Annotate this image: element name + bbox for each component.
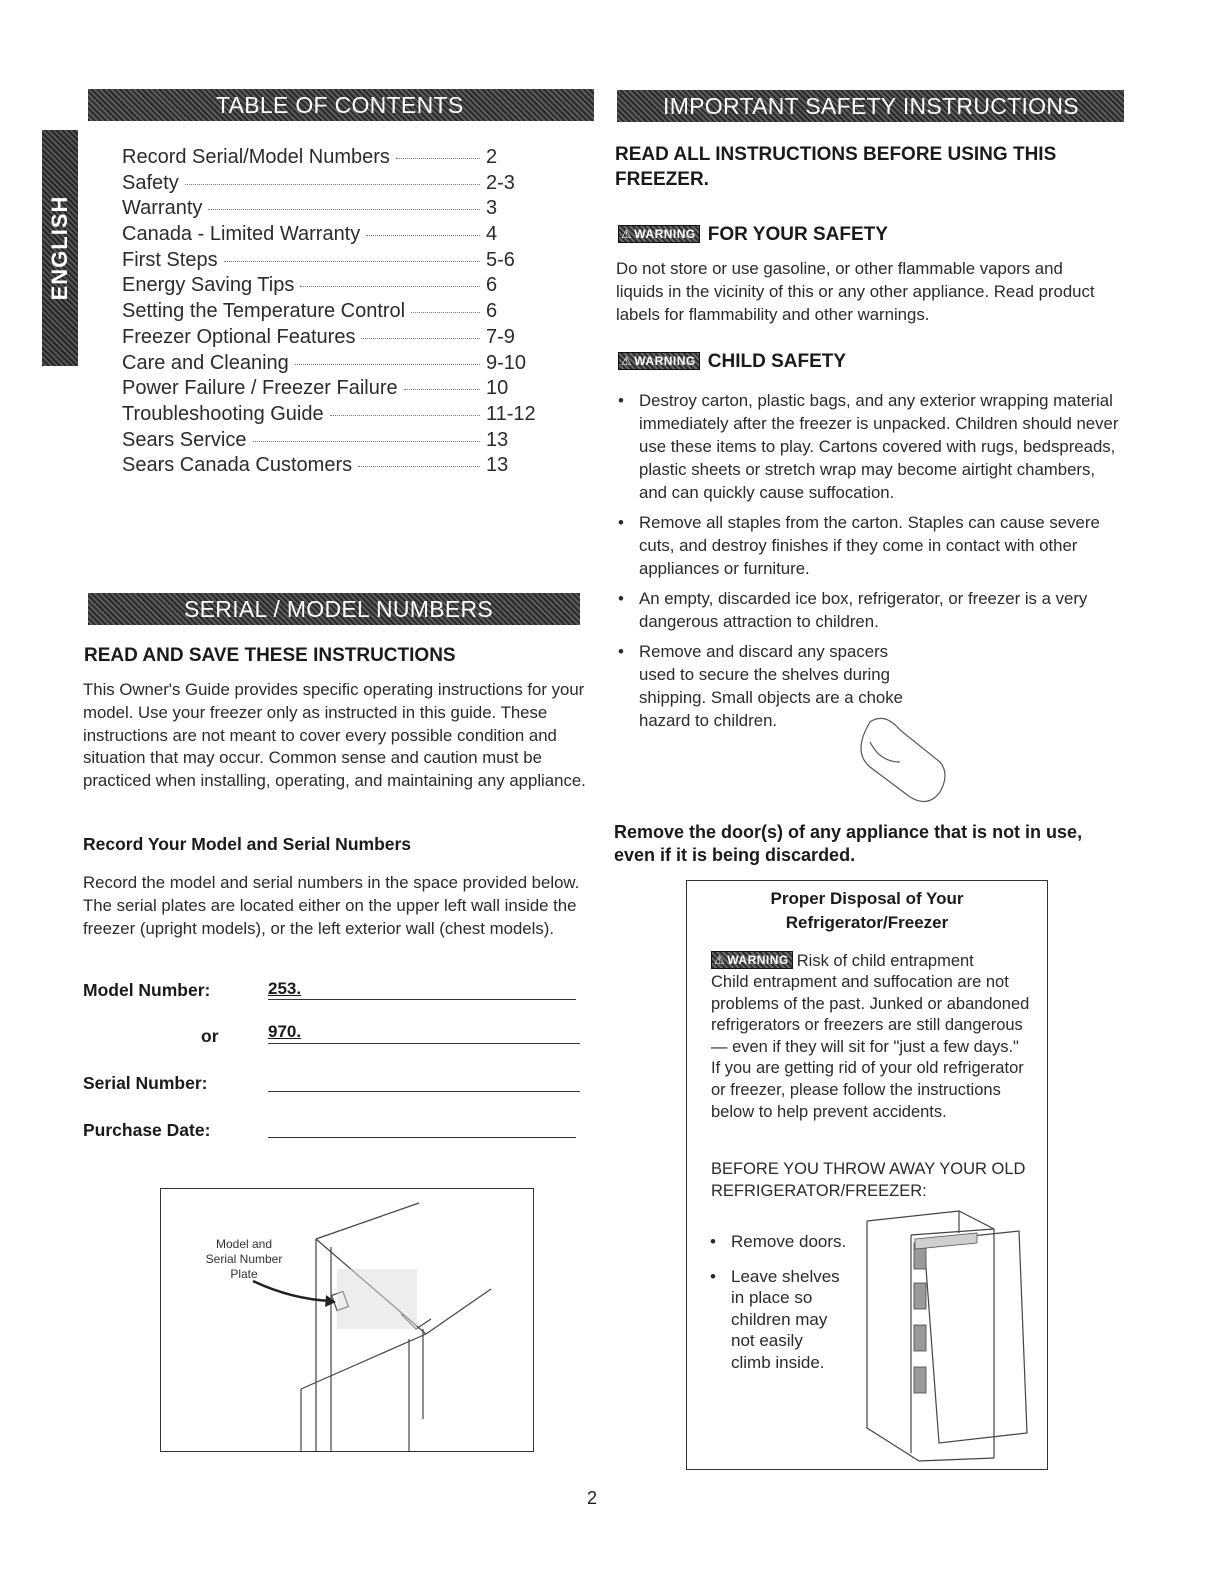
toc-entry (122, 172, 522, 198)
toc-entry (122, 402, 536, 429)
toc-entry (122, 274, 522, 300)
language-tab (42, 130, 78, 366)
list-item: • Leave shelves in place so children may not easily climb inside. (707, 1266, 847, 1374)
toc-banner-title: TABLE OF CONTENTS (216, 92, 464, 118)
toc-entry-label: Setting the Temperature Control (122, 300, 406, 323)
model-number-label: Model Number: (83, 980, 211, 1000)
toc-entry (122, 223, 522, 249)
serial-number-line[interactable] (268, 1091, 580, 1092)
toc-banner (88, 89, 594, 121)
model-number-line-1[interactable] (268, 999, 576, 1000)
toc-leader-dots (366, 235, 480, 236)
toc-entry (122, 197, 522, 223)
remove-doors-warning: Remove the door(s) of any appliance that is not in use, even if it is being discarded. (614, 822, 1083, 865)
toc-entry-label: Record Serial/Model Numbers (122, 146, 390, 168)
model-number-line-2[interactable] (268, 1043, 580, 1044)
toc-leader-dots (396, 158, 480, 159)
toc-leader-dots (361, 338, 480, 339)
toc-entry (122, 454, 522, 480)
toc-entry-label: Freezer Optional Features (122, 325, 356, 348)
toc-entry-label: Safety (122, 171, 179, 194)
toc-entry-page: 2-3 (486, 171, 515, 194)
toc-leader-dots (253, 441, 481, 442)
record-text: Record the model and serial numbers in the space provided below. The serial plates are located either on the upper left wall inside the freezer (upright models), or the left exterior wall (chest models). (83, 873, 580, 938)
child-safety-heading (618, 351, 846, 373)
model-number-value-1: 253. (268, 979, 302, 998)
child-safety-list (615, 389, 1120, 739)
toc-entry-label: First Steps (122, 248, 218, 271)
model-number-value-2: 970. (268, 1022, 302, 1041)
toc-entry-page: 11-12 (486, 402, 536, 425)
for-your-safety-heading (618, 224, 888, 246)
disposal-box (686, 880, 1048, 1470)
toc-entry (122, 326, 522, 352)
purchase-date-line[interactable] (268, 1137, 576, 1138)
warning-badge-2: ⚠ WARNING (618, 352, 700, 370)
read-all-heading: READ ALL INSTRUCTIONS BEFORE USING THIS FREEZER. (615, 144, 1057, 190)
toc-entry-page: 10 (486, 377, 509, 400)
toc-entry-page: 9-10 (486, 351, 527, 374)
toc-entry-page: 13 (486, 454, 509, 477)
freezer-no-door-illustration (859, 1203, 1029, 1463)
toc-entry-label: Warranty (122, 197, 203, 220)
serial-banner-title: SERIAL / MODEL NUMBERS (184, 596, 494, 622)
toc-entry-label: Canada - Limited Warranty (122, 223, 361, 246)
toc-leader-dots (404, 389, 480, 390)
owners-guide-intro: This Owner's Guide provides specific operating instructions for your model. Use your freezer only as instructed in this guide. These instructions are not meant to cover every possible condition and situation that may occur. Common sense and caution must be practiced when installing, operating, and maintaining any appliance. (83, 680, 586, 791)
toc-entry (122, 429, 522, 455)
serial-plate-figure (160, 1188, 534, 1452)
toc-entry-label: Energy Saving Tips (122, 274, 295, 297)
toc-entry-page: 6 (486, 300, 498, 323)
disposal-text: Child entrapment and suffocation are not problems of the past. Junked or abandoned refrigerators or freezers are still dangerous — even if they will sit for "just a few days." If you are getting rid of your old refrigerator or freezer, please follow the instructions below to help prevent accidents. (711, 973, 1030, 1121)
list-item: • Remove all staples from the carton. Staples can cause severe cuts, and destroy finishes if they come in contact with other appliances or furniture. (615, 511, 1120, 580)
toc-leader-dots (411, 312, 480, 313)
record-heading: Record Your Model and Serial Numbers (83, 834, 412, 854)
toc-leader-dots (300, 286, 480, 287)
risk-label: Risk of child entrapment (796, 952, 974, 970)
table-of-contents (122, 146, 536, 480)
toc-entry-page: 7-9 (486, 325, 515, 348)
toc-leader-dots (185, 184, 480, 185)
page-number: 2 (587, 1488, 598, 1508)
serial-banner (88, 593, 580, 625)
toc-entry-label: Sears Service (122, 428, 247, 451)
toc-entry-label: Power Failure / Freezer Failure (122, 377, 398, 400)
toc-entry (122, 300, 522, 326)
disposal-title: Proper Disposal of Your Refrigerator/Freezer (770, 889, 964, 932)
read-save-heading: READ AND SAVE THESE INSTRUCTIONS (84, 645, 456, 666)
list-item: • Remove doors. (707, 1231, 847, 1253)
list-item: • Remove and discard any spacers used to secure the shelves during shipping. Small objects are a choke hazard to children. (615, 640, 914, 732)
toc-leader-dots (330, 415, 480, 416)
language-tab-label: ENGLISH (47, 195, 72, 301)
toc-entry (122, 249, 522, 275)
toc-entry-page: 5-6 (486, 248, 515, 271)
warning-badge-1: ⚠ WARNING (618, 225, 700, 243)
toc-entry-page: 13 (486, 428, 509, 451)
disposal-risk-line (711, 951, 1041, 973)
or-label: or (201, 1026, 219, 1046)
spacer-illustration (840, 712, 960, 812)
before-throw-away-text: BEFORE YOU THROW AWAY YOUR OLD REFRIGERATOR/FREEZER: (711, 1160, 1026, 1200)
safety-banner-title: IMPORTANT SAFETY INSTRUCTIONS (663, 93, 1079, 119)
safety-banner (617, 90, 1124, 122)
child-safety-title: CHILD SAFETY (707, 351, 847, 372)
toc-entry-page: 3 (486, 197, 498, 220)
list-item: • An empty, discarded ice box, refrigerator, or freezer is a very dangerous attraction to children. (615, 587, 1120, 633)
list-item: • Destroy carton, plastic bags, and any exterior wrapping material immediately after the freezer is unpacked. Children should never use these items to play. Cartons covered with rugs, bedspreads, plastic sheets or stretch wrap may become airtight chambers, and can quickly cause suffocation. (615, 389, 1120, 504)
toc-entry (122, 146, 522, 172)
purchase-date-label: Purchase Date: (83, 1120, 211, 1140)
toc-entry-label: Troubleshooting Guide (122, 402, 324, 425)
toc-entry (122, 377, 522, 403)
serial-number-label: Serial Number: (83, 1073, 208, 1093)
freezer-corner-illustration (161, 1189, 533, 1451)
for-your-safety-title: FOR YOUR SAFETY (707, 224, 888, 245)
for-your-safety-text: Do not store or use gasoline, or other flammable vapors and liquids in the vicinity of this or any other appliance. Read product labels for flammability and other warnings. (616, 259, 1095, 324)
toc-leader-dots (358, 466, 480, 467)
toc-leader-dots (208, 209, 480, 210)
toc-leader-dots (295, 364, 480, 365)
disposal-steps (707, 1231, 847, 1381)
toc-entry-label: Sears Canada Customers (122, 454, 353, 477)
toc-entry-page: 2 (486, 146, 498, 168)
warning-badge-3: ⚠ WARNING (711, 951, 793, 969)
figure-caption: Model and Serial Number Plate (205, 1237, 283, 1281)
toc-entry-page: 4 (486, 223, 498, 246)
toc-entry-page: 6 (486, 274, 498, 297)
toc-entry (122, 351, 527, 378)
toc-entry-label: Care and Cleaning (122, 351, 289, 374)
toc-leader-dots (224, 261, 480, 262)
